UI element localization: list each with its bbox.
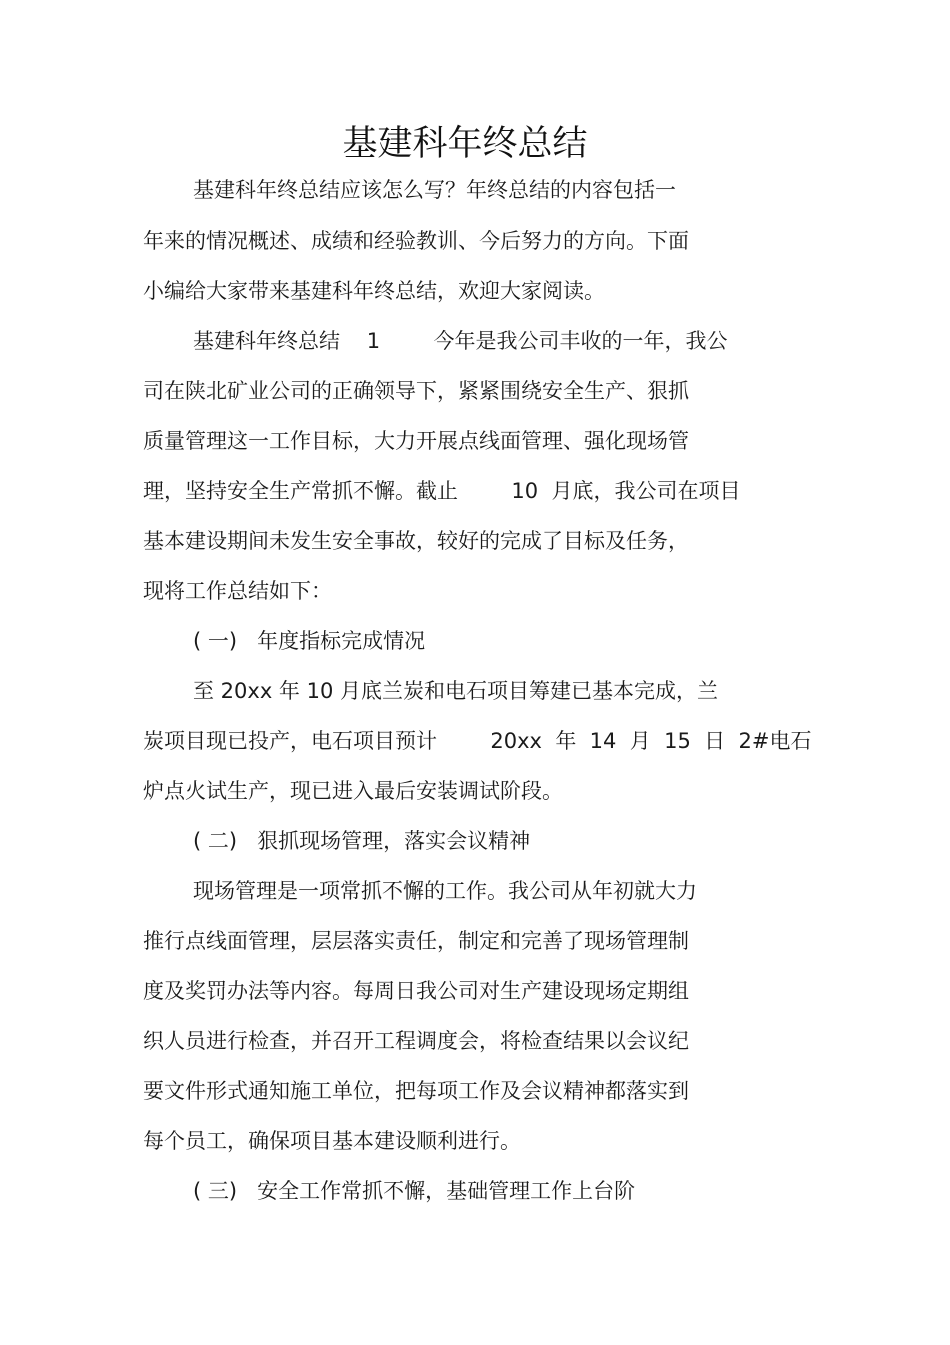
paragraph-line: 要文件形式通知施工单位，把每项工作及会议精神都落实到 — [143, 1079, 689, 1103]
paragraph-line: 现将工作总结如下： — [143, 579, 332, 603]
paragraph-line: 炉点火试生产，现已进入最后安装调试阶段。 — [143, 779, 563, 803]
section-heading: ( 一) 年度指标完成情况 — [193, 629, 426, 653]
paragraph-line: 基建科年终总结 1 今年是我公司丰收的一年，我公 — [193, 329, 728, 353]
paragraph-line: 度及奖罚办法等内容。每周日我公司对生产建设现场定期组 — [143, 979, 689, 1003]
paragraph-line: 推行点线面管理，层层落实责任，制定和完善了现场管理制 — [143, 929, 689, 953]
paragraph-line: 理，坚持安全生产常抓不懈。截止 10 月底，我公司在项目 — [143, 479, 741, 503]
paragraph-line: 司在陕北矿业公司的正确领导下，紧紧围绕安全生产、狠抓 — [143, 379, 689, 403]
section-heading: ( 三) 安全工作常抓不懈，基础管理工作上台阶 — [193, 1179, 636, 1203]
paragraph-line: 小编给大家带来基建科年终总结，欢迎大家阅读。 — [143, 279, 605, 303]
paragraph-line: 基本建设期间未发生安全事故，较好的完成了目标及任务， — [143, 529, 689, 553]
paragraph-line: 年来的情况概述、成绩和经验教训、今后努力的方向。下面 — [143, 229, 689, 253]
paragraph-line: 炭项目现已投产，电石项目预计 20xx 年 14 月 15 日 2#电石 — [143, 729, 812, 753]
paragraph-line: 至 20xx 年 10 月底兰炭和电石项目筹建已基本完成，兰 — [193, 679, 718, 703]
paragraph-line: 质量管理这一工作目标，大力开展点线面管理、强化现场管 — [143, 429, 689, 453]
paragraph-line: 基建科年终总结应该怎么写？年终总结的内容包括一 — [193, 178, 676, 202]
paragraph-line: 现场管理是一项常抓不懈的工作。我公司从年初就大力 — [193, 879, 697, 903]
paragraph-line: 每个员工，确保项目基本建设顺利进行。 — [143, 1129, 521, 1153]
document-title: 基建科年终总结 — [342, 124, 588, 164]
paragraph-line: 织人员进行检查，并召开工程调度会，将检查结果以会议纪 — [143, 1029, 689, 1053]
section-heading: ( 二) 狠抓现场管理，落实会议精神 — [193, 829, 531, 853]
